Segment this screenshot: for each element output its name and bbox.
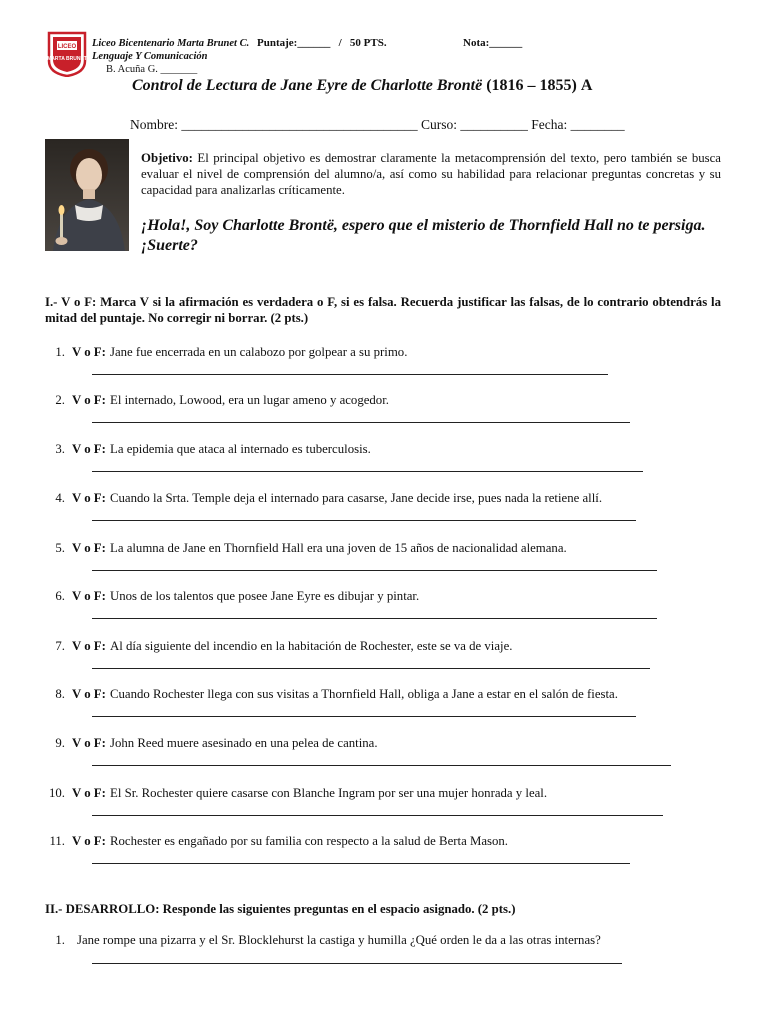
title-years: (1816 – 1855) <box>486 77 577 94</box>
item-statement: Rochester es engañado por su familia con respecto a la salud de Berta Mason. <box>110 834 508 848</box>
list-item <box>45 933 601 948</box>
item-number: 8. <box>55 687 65 701</box>
answer-line[interactable] <box>92 570 657 571</box>
score-field <box>257 37 387 49</box>
answer-line[interactable] <box>92 863 630 864</box>
score-label: Puntaje:______ <box>257 37 331 49</box>
answer-line[interactable] <box>92 765 671 766</box>
true-false-label: V o F: <box>72 541 106 555</box>
item-number: 11. <box>49 834 65 848</box>
item-number: 4. <box>55 491 65 505</box>
list-item <box>45 589 725 605</box>
item-number: 7. <box>55 639 65 653</box>
title-main: Control de Lectura de Jane Eyre de Charlotte Brontë <box>132 77 483 94</box>
answer-line[interactable] <box>92 815 663 816</box>
item-statement: Cuando la Srta. Temple deja el internado para casarse, Jane decide irse, pues nada la retiene allí. <box>110 491 603 505</box>
true-false-label: V o F: <box>72 736 106 750</box>
greeting-text: ¡Hola!, Soy Charlotte Brontë, espero que el misterio de Thornfield Hall no te persiga. ¡Suerte? <box>141 217 706 254</box>
grade-field: Nota:______ <box>463 37 523 49</box>
item-statement: La epidemia que ataca al internado es tuberculosis. <box>110 442 371 456</box>
true-false-label: V o F: <box>72 639 106 653</box>
answer-line[interactable] <box>92 374 608 375</box>
objective-text: El principal objetivo es demostrar claramente la metacomprensión del texto, pero también se busca evaluar el nivel de comprensión del alumno/a, así como su habilidad para relacionar preguntas concretas y su capacidad para analizarlas críticamente. <box>141 151 721 197</box>
school-logo <box>47 31 87 77</box>
item-number: 5. <box>55 541 65 555</box>
logo-text-bottom: MARTA BRUNET <box>47 56 87 62</box>
answer-line[interactable] <box>92 471 643 472</box>
question-text: Jane rompe una pizarra y el Sr. Blocklehurst la castiga y humilla ¿Qué orden le da a las otras internas? <box>77 933 601 947</box>
answer-line[interactable] <box>92 963 622 964</box>
section-1-heading: I.- V o F: Marca V si la afirmación es verdadera o F, si es falsa. Recuerda justificar las falsas, de lo contrario obtendrás la mitad del puntaje. No corregir ni borrar. (2 pts.) <box>45 295 721 325</box>
item-statement: El internado, Lowood, era un lugar ameno y acogedor. <box>110 393 389 407</box>
answer-line[interactable] <box>92 618 657 619</box>
score-total: 50 PTS. <box>349 37 387 49</box>
true-false-label: V o F: <box>72 687 106 701</box>
section-2-heading: II.- DESARROLLO: Responde las siguientes preguntas en el espacio asignado. (2 pts.) <box>45 902 516 916</box>
item-statement: Jane fue encerrada en un calabozo por golpear a su primo. <box>110 345 408 359</box>
date-field: Fecha: ________ <box>531 117 625 132</box>
name-field: Nombre: ___________________________________ <box>130 117 418 132</box>
item-number: 9. <box>55 736 65 750</box>
true-false-label: V o F: <box>72 393 106 407</box>
teacher-name: B. Acuña G. _______ <box>106 64 198 75</box>
true-false-label: V o F: <box>72 786 106 800</box>
item-number: 2. <box>55 393 65 407</box>
list-item <box>45 687 725 703</box>
item-statement: Al día siguiente del incendio en la habitación de Rochester, este se va de viaje. <box>110 639 513 653</box>
list-item <box>45 345 725 361</box>
answer-line[interactable] <box>92 668 650 669</box>
list-item <box>45 541 725 557</box>
item-statement: La alumna de Jane en Thornfield Hall era una joven de 15 años de nacionalidad alemana. <box>110 541 567 555</box>
list-item <box>45 393 725 409</box>
item-number: 1. <box>55 345 65 359</box>
title-version: A <box>580 77 593 94</box>
item-number: 1. <box>55 933 65 947</box>
list-item <box>45 786 725 802</box>
score-separator: / <box>338 37 342 49</box>
item-statement: Unos de los talentos que posee Jane Eyre es dibujar y pintar. <box>110 589 420 603</box>
logo-text-top: LICEO <box>57 44 77 50</box>
school-name: Liceo Bicentenario Marta Brunet C. <box>92 38 250 49</box>
objective-label: Objetivo: <box>141 151 193 165</box>
true-false-label: V o F: <box>72 442 106 456</box>
true-false-label: V o F: <box>72 345 106 359</box>
item-number: 3. <box>55 442 65 456</box>
item-number: 6. <box>55 589 65 603</box>
answer-line[interactable] <box>92 716 636 717</box>
list-item <box>45 639 725 655</box>
list-item <box>45 834 725 850</box>
objective-paragraph <box>141 150 721 198</box>
page-title <box>132 77 592 95</box>
student-info-row <box>130 117 625 133</box>
list-item <box>45 442 725 458</box>
charlotte-bronte-portrait <box>45 139 129 251</box>
answer-line[interactable] <box>92 422 630 423</box>
item-statement: John Reed muere asesinado en una pelea de cantina. <box>110 736 378 750</box>
item-statement: Cuando Rochester llega con sus visitas a Thornfield Hall, obliga a Jane a estar en el salón de fiesta. <box>110 687 618 701</box>
true-false-label: V o F: <box>72 491 106 505</box>
true-false-label: V o F: <box>72 589 106 603</box>
true-false-label: V o F: <box>72 834 106 848</box>
item-number: 10. <box>49 786 65 800</box>
item-statement: El Sr. Rochester quiere casarse con Blanche Ingram por ser una mujer honrada y leal. <box>110 786 548 800</box>
department-name: Lenguaje Y Comunicación <box>92 51 208 62</box>
list-item <box>45 491 725 507</box>
course-field: Curso: __________ <box>421 117 528 132</box>
answer-line[interactable] <box>92 520 636 521</box>
list-item <box>45 736 725 752</box>
